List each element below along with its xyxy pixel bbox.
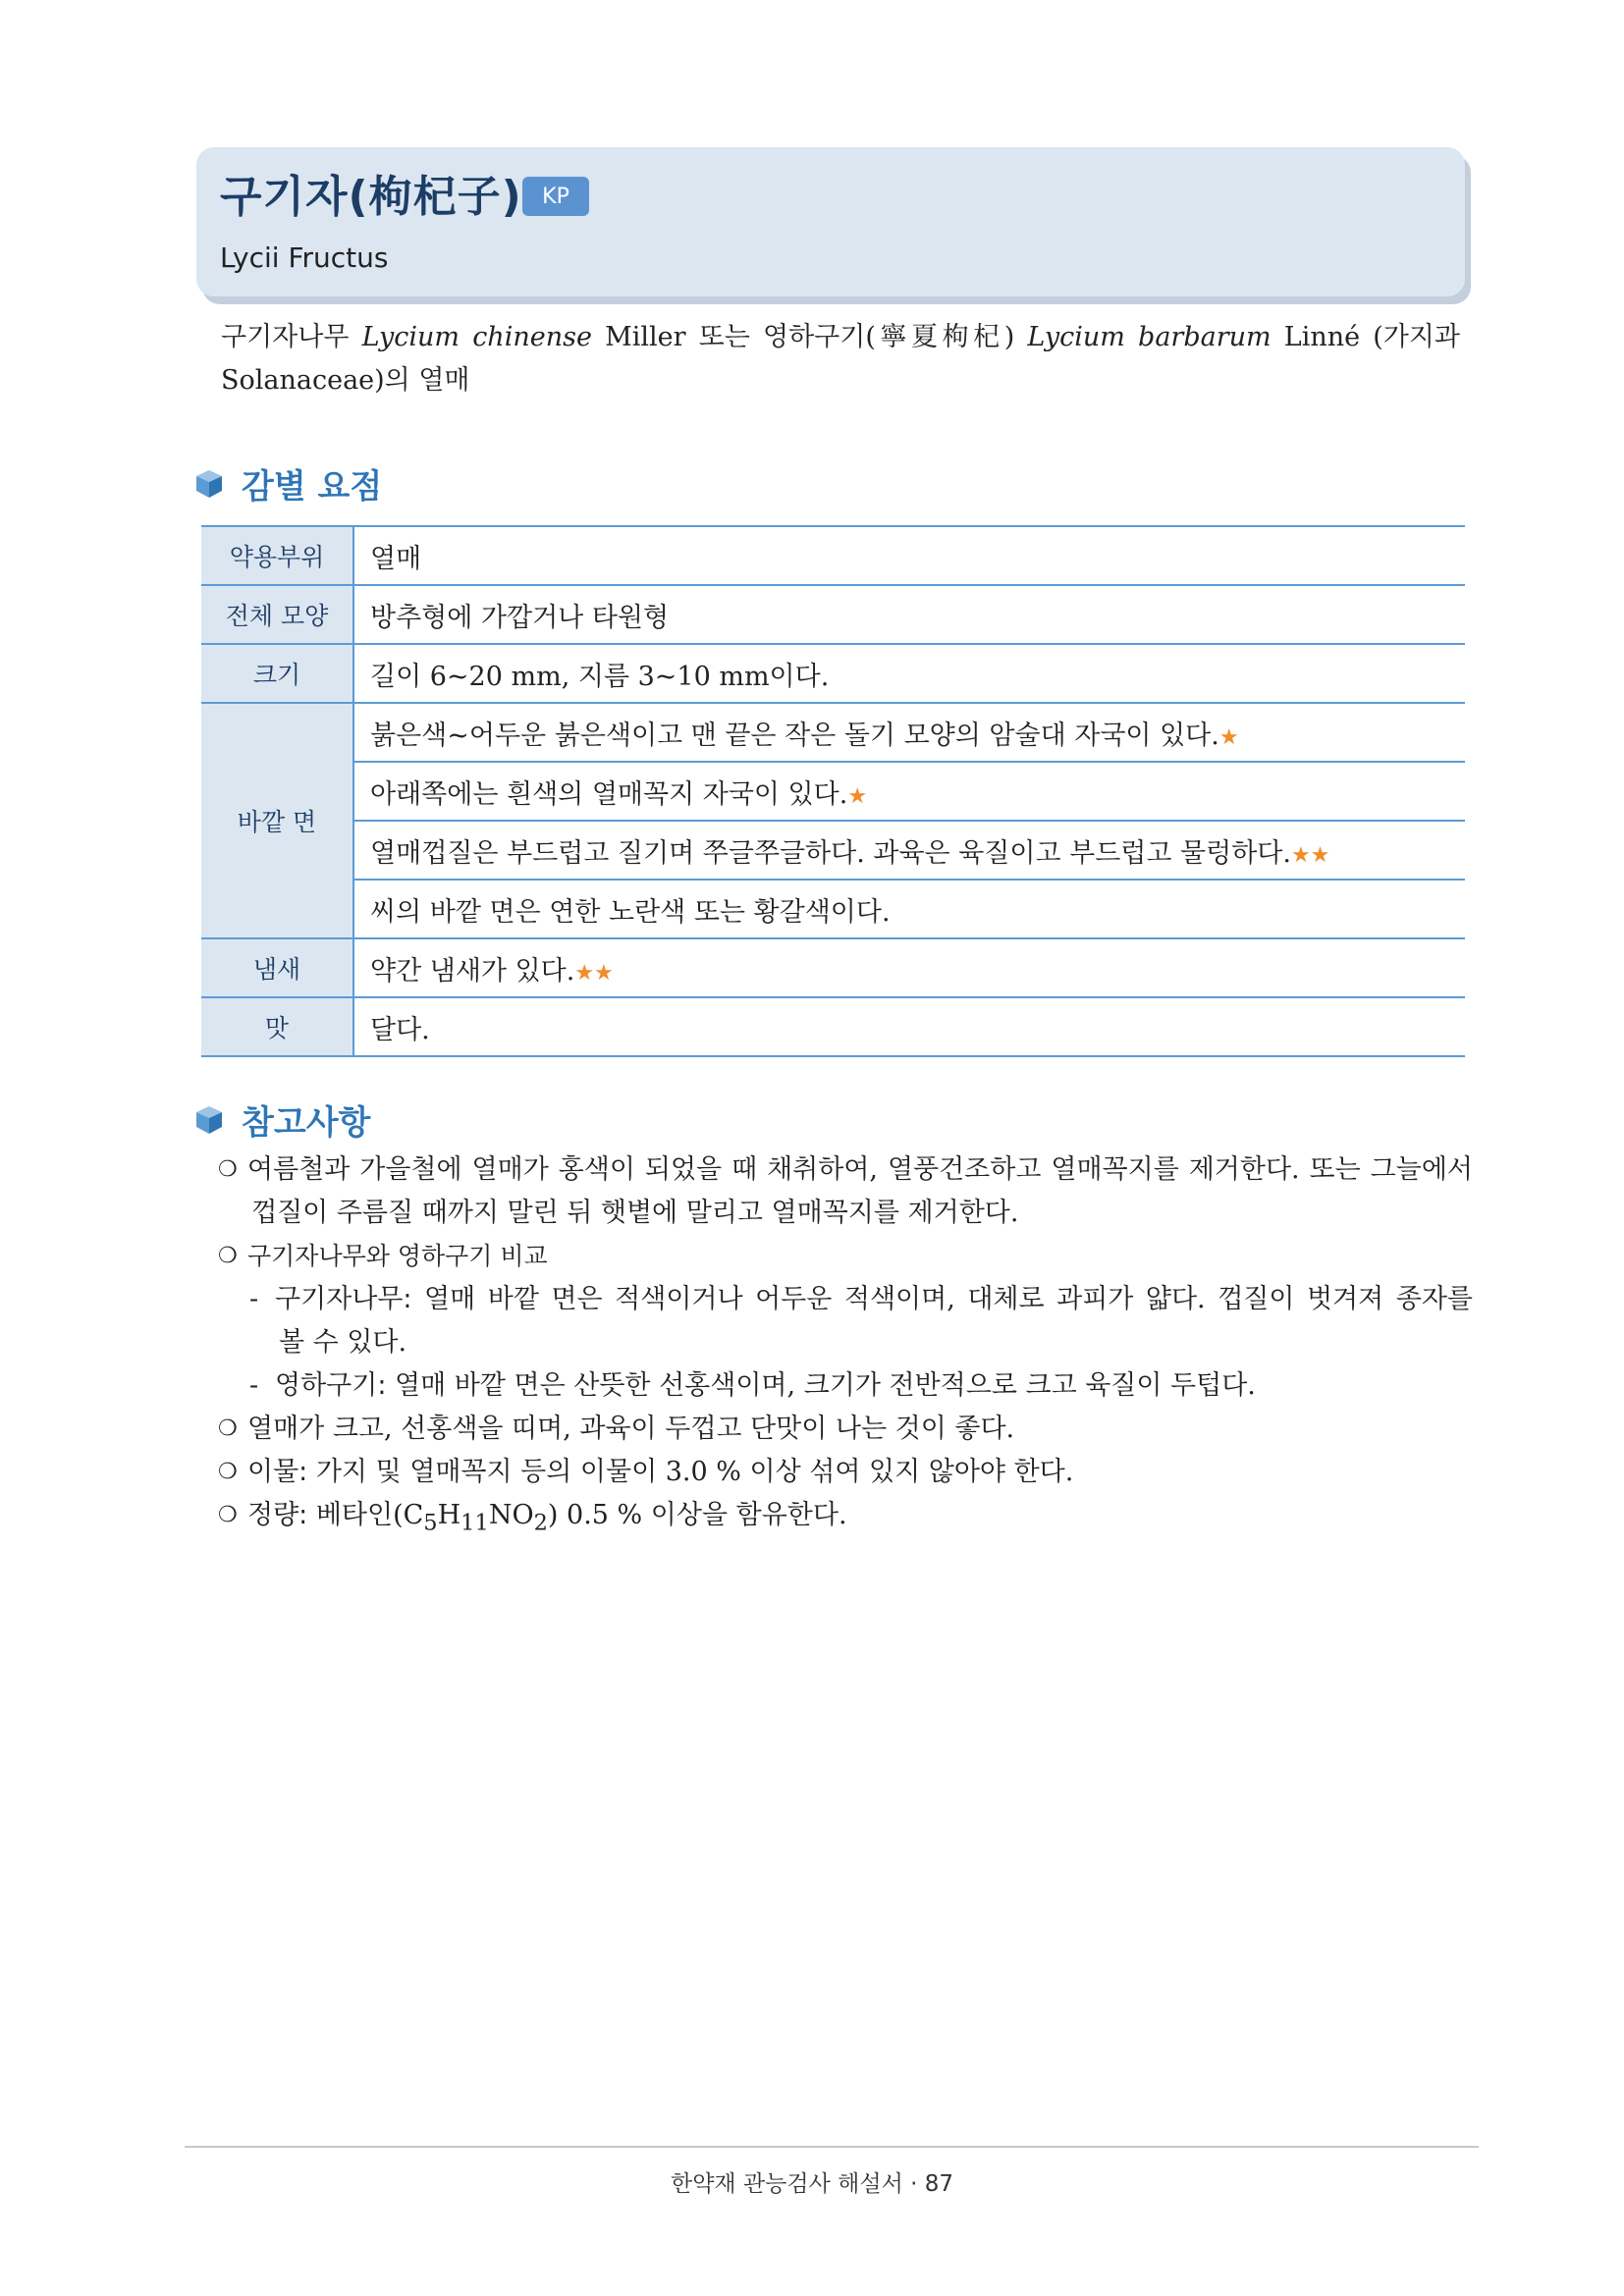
circle-bullet-icon: ❍: [218, 1503, 238, 1527]
section-title: 감별 요점: [242, 467, 383, 507]
note-text: 열매 바깥 면은 산뜻한 선홍색이며, 크기가 전반적으로 크고 육질이 두텁다.: [386, 1370, 1256, 1401]
cube-icon: [196, 470, 222, 498]
row-value: [353, 762, 1465, 821]
row-label: 약용부위: [201, 526, 353, 585]
circle-bullet-icon: ❍: [218, 1460, 238, 1484]
kp-badge: KP: [522, 177, 589, 216]
list-item: [218, 1451, 1473, 1494]
row-value: 길이 6~20 mm, 지름 3~10 mm이다.: [353, 644, 1465, 703]
list-item: [218, 1364, 1473, 1408]
row-value: 달다.: [353, 997, 1465, 1056]
formula-subscript: 5: [423, 1510, 438, 1536]
table-row: [201, 703, 1465, 762]
row-value: 방추형에 가깝거나 타원형: [353, 585, 1465, 644]
circle-bullet-icon: ❍: [218, 1416, 238, 1441]
notes-list: [218, 1148, 1473, 1544]
table-row: [201, 585, 1465, 644]
table-row: [201, 526, 1465, 585]
list-item: [218, 1148, 1473, 1192]
dash-bullet: -: [249, 1284, 259, 1314]
page-footer: 한약재 관능검사 해설서 · 87: [670, 2171, 953, 2197]
list-item: [218, 1494, 1473, 1544]
star-icon: ★★: [1290, 842, 1330, 868]
cube-icon: [196, 1106, 222, 1134]
species-name: Lycium chinense: [361, 322, 592, 352]
note-text: 열매가 크고, 선홍색을 띠며, 과육이 두껍고 단맛이 나는 것이 좋다.: [247, 1414, 1015, 1444]
circle-bullet-icon: ❍: [218, 1157, 238, 1182]
note-text: [247, 1494, 1473, 1544]
value-text: 약간 냄새가 있다.: [370, 955, 575, 987]
row-value: [353, 880, 1465, 938]
table-row: [201, 938, 1465, 997]
list-item: [218, 1235, 1473, 1278]
note-term: 이물:: [247, 1457, 308, 1487]
section-title: 참고사항: [242, 1103, 371, 1143]
note-text-continued: 껍질이 주름질 때까지 말린 뒤 햇볕에 말리고 열매꼭지를 제거한다.: [251, 1198, 1019, 1228]
section-notes-heading: [196, 1095, 370, 1144]
table-row: [201, 644, 1465, 703]
origin-line-2: Solanaceae)의 열매: [221, 365, 470, 396]
formula-subscript: 2: [533, 1510, 548, 1536]
species-name: Lycium barbarum: [1027, 322, 1272, 352]
list-item: [218, 1408, 1473, 1451]
row-label: 크기: [201, 644, 353, 703]
note-text: 열매 바깥 면은 적색이거나 어두운 적색이며, 대체로 과피가 얇다. 껍질이 벗겨져 종자를: [411, 1284, 1473, 1314]
formula-part: ) 0.5 % 이상을 함유한다.: [547, 1500, 847, 1530]
circle-bullet-icon: ❍: [218, 1244, 238, 1268]
dash-bullet: -: [249, 1370, 259, 1401]
monograph-title: 구기자(枸杞子): [220, 172, 522, 222]
monograph-header: [196, 147, 1465, 296]
row-label: 바깥 면: [201, 703, 353, 938]
star-icon: ★: [1218, 724, 1239, 750]
formula-subscript: 11: [460, 1510, 489, 1536]
list-item: [218, 1278, 1473, 1321]
row-value: [353, 821, 1465, 880]
note-text: 구기자나무와 영하구기 비교: [247, 1242, 548, 1270]
table-row: [201, 821, 1465, 880]
row-label: 맛: [201, 997, 353, 1056]
footer-divider: [185, 2146, 1479, 2148]
row-label: 전체 모양: [201, 585, 353, 644]
latin-name: Lycii Fructus: [220, 241, 389, 274]
note-term: 구기자나무:: [275, 1284, 412, 1314]
note-text: [275, 1364, 1473, 1408]
row-value: 열매: [353, 526, 1465, 585]
value-text: 붉은색~어두운 붉은색이고 맨 끝은 작은 돌기 모양의 암술대 자국이 있다.: [370, 720, 1219, 751]
origin-text: Linné (가지과: [1271, 322, 1461, 352]
origin-text: Miller 또는 영하구기(寧夏枸杞): [591, 322, 1028, 352]
note-term: 정량:: [247, 1500, 308, 1530]
note-text: 여름철과 가을철에 열매가 홍색이 되었을 때 채취하여, 열풍건조하고 열매꼭지를 제거한다. 또는 그늘에서: [247, 1154, 1473, 1185]
row-value: [353, 938, 1465, 997]
star-icon: ★: [847, 783, 868, 809]
table-row: [201, 762, 1465, 821]
origin-line-1: [221, 316, 1460, 359]
origin-text: 구기자나무: [221, 322, 362, 352]
note-term: 영하구기:: [275, 1370, 387, 1401]
row-value: [353, 703, 1465, 762]
table-row: [201, 880, 1465, 938]
row-label: 냄새: [201, 938, 353, 997]
value-text: 아래쪽에는 흰색의 열매꼭지 자국이 있다.: [370, 778, 848, 810]
formula-part: NO: [488, 1500, 534, 1530]
table-row: [201, 997, 1465, 1056]
star-icon: ★★: [574, 960, 614, 986]
keypoints-table: [201, 525, 1465, 1057]
note-text-continued: 볼 수 있다.: [279, 1327, 407, 1358]
formula-part: H: [437, 1500, 461, 1530]
note-text: [275, 1278, 1473, 1321]
note-text: 가지 및 열매꼭지 등의 이물이 3.0 % 이상 섞여 있지 않아야 한다.: [307, 1457, 1074, 1487]
section-keypoints-heading: [196, 459, 382, 507]
formula-part: 베타인(C: [307, 1500, 424, 1530]
value-text: 열매껍질은 부드럽고 질기며 쭈글쭈글하다. 과육은 육질이고 부드럽고 물렁하다.: [370, 837, 1291, 869]
value-text: 씨의 바깥 면은 연한 노란색 또는 황갈색이다.: [370, 896, 891, 928]
note-text: [247, 1451, 1473, 1494]
